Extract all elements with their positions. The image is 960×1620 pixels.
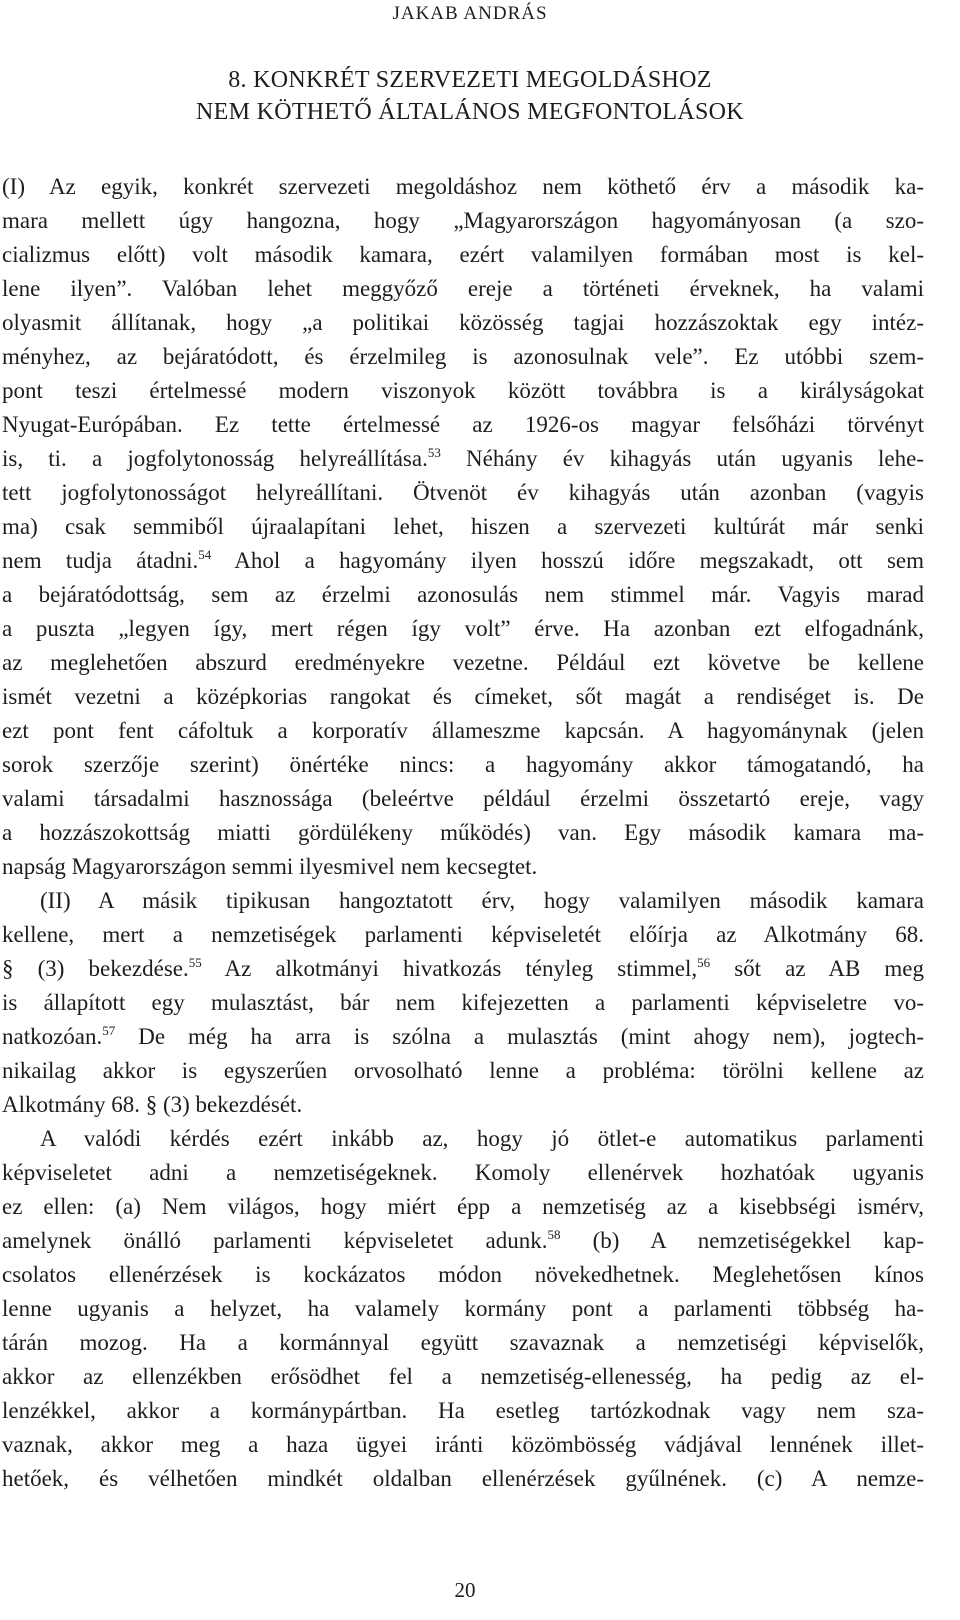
text-line-continuation: Ahol a hagyomány ilyen hosszú időre megszakadt, ott sem	[211, 548, 924, 573]
text-line-content: valami társadalmi hasznossága (beleértve például érzelmi összetartó ereje, vagy	[2, 786, 924, 811]
text-line	[2, 986, 924, 1020]
text-line-content: ismét vezetni a középkorias rangokat és címeket, sőt magát a rendiséget is. De	[2, 684, 924, 709]
text-line	[2, 816, 924, 850]
text-line-content: Alkotmány 68. § (3) bekezdését.	[2, 1092, 303, 1117]
text-line-content: A valódi kérdés ezért inkább az, hogy jó ötlet-e automatikus parlamenti	[40, 1126, 924, 1151]
text-line-content: ezt pont fent cáfoltuk a korporatív állameszme kapcsán. A hagyománynak (jelen	[2, 718, 924, 743]
text-line-content: ma) csak semmiből újraalapítani lehet, hiszen a szervezeti kultúrát már senki	[2, 514, 924, 539]
text-line-content: sorok szerzője szerint) önértéke nincs: a hagyomány akkor támogatandó, ha	[2, 752, 924, 777]
section-title	[0, 64, 940, 128]
text-line	[2, 544, 924, 578]
text-line	[2, 340, 924, 374]
text-line	[2, 374, 924, 408]
text-line-content: nikailag akkor is egyszerűen orvosolható lenne a probléma: törölni kellene az	[2, 1058, 924, 1083]
text-line-content: pont teszi értelmessé modern viszonyok között továbbra is a királyságokat	[2, 378, 924, 403]
text-line-content: Nyugat-Európában. Ez tette értelmessé az 1926-os magyar felsőházi törvényt	[2, 412, 924, 437]
text-line	[2, 510, 924, 544]
text-line	[2, 306, 924, 340]
text-line-content: amelynek önálló parlamenti képviseletet adunk.	[2, 1228, 548, 1253]
text-line	[2, 442, 924, 476]
text-line	[2, 1326, 924, 1360]
text-line	[2, 952, 924, 986]
text-line-content: nem tudja átadni.	[2, 548, 199, 573]
text-line	[2, 1156, 924, 1190]
section-title-line-2: NEM KÖTHETŐ ÁLTALÁNOS MEGFONTOLÁSOK	[196, 99, 744, 125]
text-line-content: (II) A másik tipikusan hangoztatott érv, hogy valamilyen második kamara	[40, 888, 924, 913]
text-line	[2, 646, 924, 680]
text-line-content: ményhez, az bejáratódott, és érzelmileg is azonosulnak vele”. Ez utóbbi szem-	[2, 344, 924, 369]
text-line	[2, 1462, 924, 1496]
text-line-content: lene ilyen”. Valóban lehet meggyőző ereje a történeti érveknek, ha valami	[2, 276, 924, 301]
text-line-continuation: Néhány év kihagyás után ugyanis lehe-	[440, 446, 925, 471]
text-line	[2, 1224, 924, 1258]
text-line-content: hetőek, és vélhetően mindkét oldalban ellenérzések gyűlnének. (c) A nemze-	[2, 1466, 924, 1491]
running-head: JAKAB ANDRÁS	[392, 3, 548, 24]
text-line	[2, 1394, 924, 1428]
text-line-content: ez ellen: (a) Nem világos, hogy miért épp a nemzetiség az a kisebbségi ismérv,	[2, 1194, 924, 1219]
text-line-content: napság Magyarországon semmi ilyesmivel nem kecsegtet.	[2, 854, 538, 879]
text-line	[2, 884, 924, 918]
text-line	[2, 272, 924, 306]
text-line	[2, 680, 924, 714]
text-line-content: natkozóan.	[2, 1024, 103, 1049]
text-line	[2, 204, 924, 238]
footnote-marker: 58	[547, 1227, 561, 1242]
text-line-content: kellene, mert a nemzetiségek parlamenti képviseletét előírja az Alkotmány 68.	[2, 922, 924, 947]
text-line-content: az meglehetően abszurd eredményekre vezetne. Például ezt követve be kellene	[2, 650, 924, 675]
text-line-content: mara mellett úgy hangozna, hogy „Magyarországon hagyományosan (a szo-	[2, 208, 924, 233]
footnote-marker: 57	[102, 1023, 116, 1038]
text-line	[2, 1258, 924, 1292]
footnote-marker: 56	[697, 955, 711, 970]
text-line-content: csolatos ellenérzések is kockázatos módon növekedhetnek. Meglehetősen kínos	[2, 1262, 924, 1287]
text-line-content: akkor az ellenzékben erősödhet fel a nemzetiség-ellenesség, ha pedig az el-	[2, 1364, 924, 1389]
text-line-content: a bejáratódottság, sem az érzelmi azonosulás nem stimmel már. Vagyis marad	[2, 582, 924, 607]
text-line-content: olyasmit állítanak, hogy „a politikai közösség tagjai hozzászoktak egy intéz-	[2, 310, 924, 335]
text-line	[2, 612, 924, 646]
section-title-line-1: 8. KONKRÉT SZERVEZETI MEGOLDÁSHOZ	[228, 67, 712, 93]
text-line	[2, 170, 924, 204]
text-line-continuation: (b) A nemzetiségekkel kap-	[560, 1228, 924, 1253]
text-line	[2, 578, 924, 612]
text-line-content: is állapított egy mulasztást, bár nem kifejezetten a parlamenti képviseletre vo-	[2, 990, 924, 1015]
text-line	[2, 1292, 924, 1326]
text-line	[2, 850, 924, 884]
footnote-marker: 53	[427, 445, 441, 460]
text-line-content: a puszta „legyen így, mert régen így volt” érve. Ha azonban ezt elfogadnánk,	[2, 616, 924, 641]
footnote-marker: 54	[198, 547, 212, 562]
text-line-continuation: Az alkotmányi hivatkozás tényleg stimmel,	[201, 956, 698, 981]
page-number: 20	[454, 1578, 476, 1602]
text-line	[2, 238, 924, 272]
text-line-content: cializmus előtt) volt második kamara, ezért valamilyen formában most is kel-	[2, 242, 924, 267]
text-line	[2, 1088, 924, 1122]
body-text	[2, 170, 924, 1496]
text-line	[2, 1190, 924, 1224]
text-line	[2, 714, 924, 748]
text-line-continuation: De még ha arra is szólna a mulasztás (mint ahogy nem), jogtech-	[115, 1024, 924, 1049]
text-line-content: képviseletet adni a nemzetiségeknek. Komoly ellenérvek hozhatóak ugyanis	[2, 1160, 924, 1185]
text-line	[2, 782, 924, 816]
text-line	[2, 918, 924, 952]
text-line-continuation: sőt az AB meg	[710, 956, 924, 981]
text-line-content: § (3) bekezdése.	[2, 956, 189, 981]
text-line	[2, 408, 924, 442]
text-line-content: tett jogfolytonosságot helyreállítani. Ötvenöt év kihagyás után azonban (vagyis	[2, 480, 924, 505]
text-line	[2, 1020, 924, 1054]
text-line	[2, 1360, 924, 1394]
text-line-content: is, ti. a jogfolytonosság helyreállítása.	[2, 446, 428, 471]
text-line	[2, 1054, 924, 1088]
text-line	[2, 1122, 924, 1156]
text-line	[2, 1428, 924, 1462]
footnote-marker: 55	[188, 955, 202, 970]
text-line	[2, 748, 924, 782]
text-line-content: vaznak, akkor meg a haza ügyei iránti közömbösség vádjával lennének illet-	[2, 1432, 924, 1457]
text-line-content: lenzékkel, akkor a kormánypártban. Ha esetleg tartózkodnak vagy nem sza-	[2, 1398, 924, 1423]
text-line-content: a hozzászokottság miatti gördülékeny működés) van. Egy második kamara ma-	[2, 820, 924, 845]
text-line-content: (I) Az egyik, konkrét szervezeti megoldáshoz nem köthető érv a második ka-	[2, 174, 924, 199]
text-line-content: lenne ugyanis a helyzet, ha valamely kormány pont a parlamenti többség ha-	[2, 1296, 924, 1321]
text-line-content: tárán mozog. Ha a kormánnyal együtt szavaznak a nemzetiségi képviselők,	[2, 1330, 924, 1355]
text-line	[2, 476, 924, 510]
